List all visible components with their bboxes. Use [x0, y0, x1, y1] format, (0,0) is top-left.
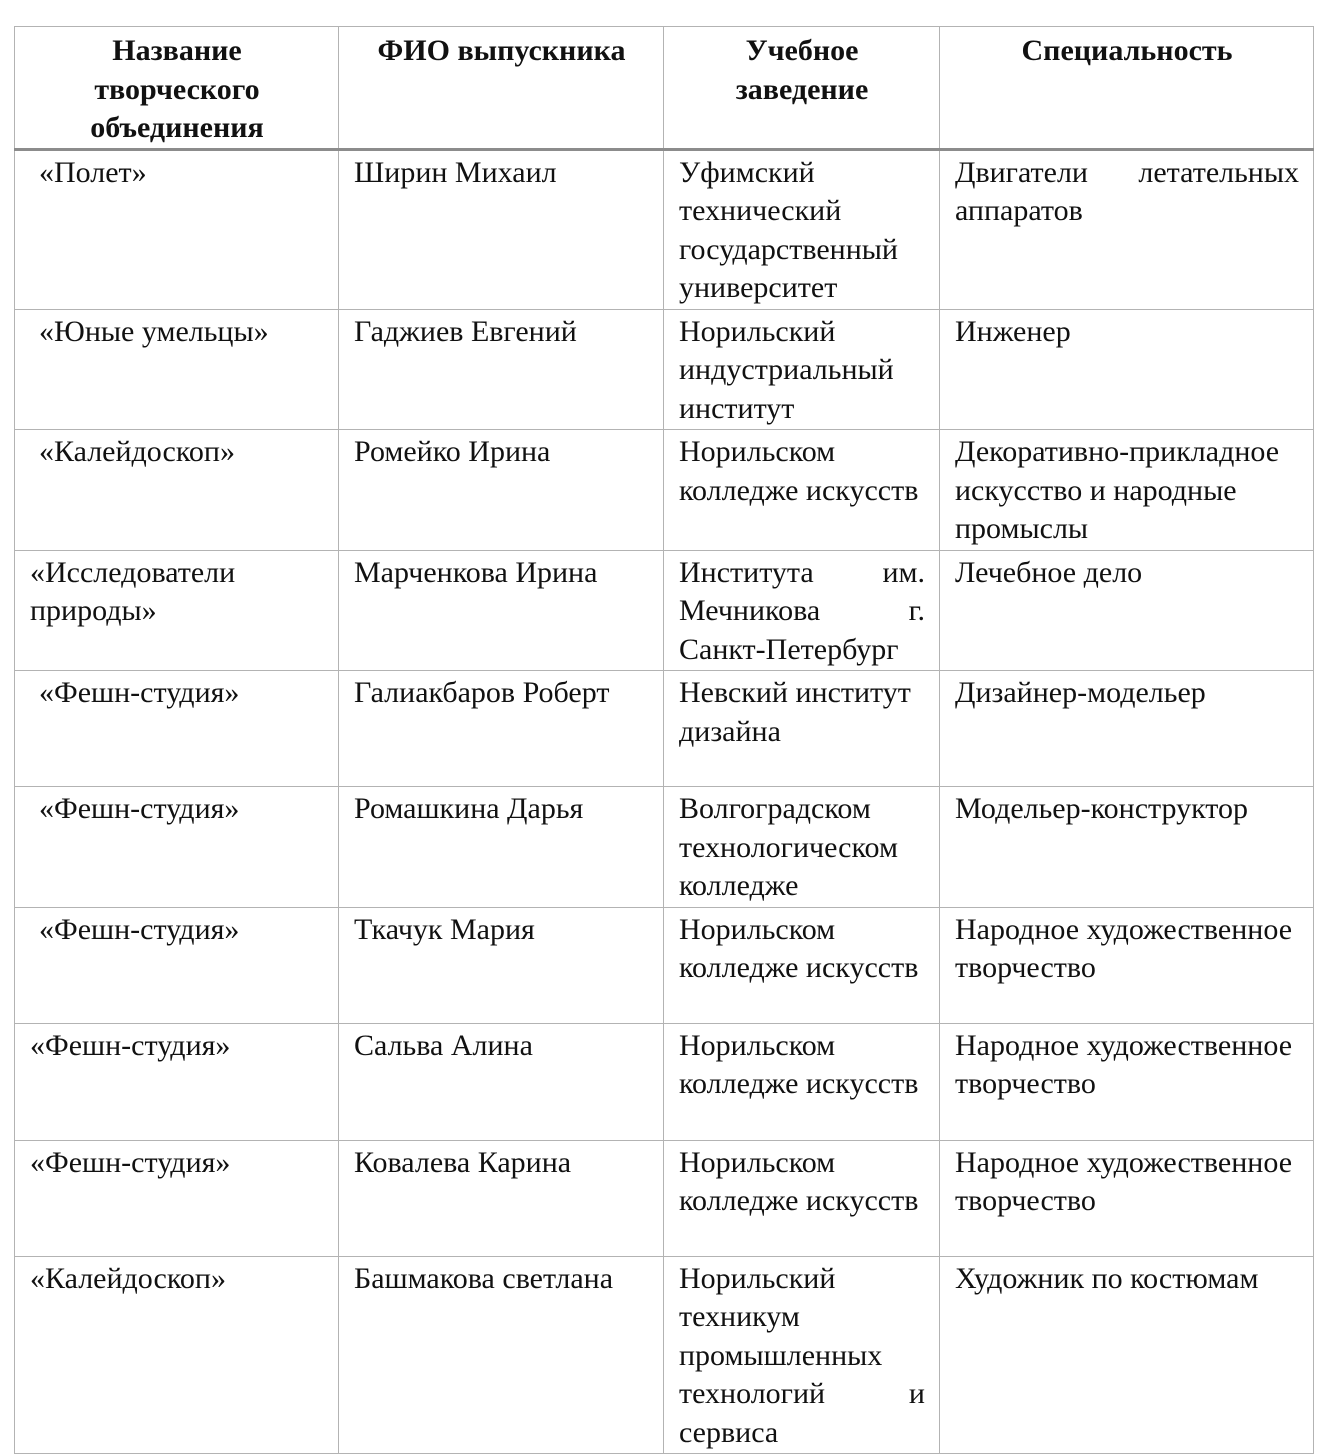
table-row [15, 1023, 1314, 1140]
specialty-cell: Дизайнер-модельер [940, 671, 1314, 787]
group-cell: «Фешн-студия» [15, 671, 339, 787]
name-cell: Ковалева Карина [339, 1140, 664, 1256]
specialty-cell: Народное художественное творчество [940, 1140, 1314, 1256]
name-cell: Ширин Михаил [339, 149, 664, 309]
table-row [15, 430, 1314, 551]
group-cell: «Калейдоскоп» [15, 430, 339, 551]
institution-cell: Уфимский технический государственный университет [664, 149, 940, 309]
name-cell: Сальва Алина [339, 1023, 664, 1140]
table-row [15, 550, 1314, 671]
specialty-cell: Народное художественное творчество [940, 907, 1314, 1023]
table-row [15, 787, 1314, 908]
institution-cell: Норильский техникум промышленных технологий и сервиса [664, 1256, 940, 1454]
group-cell: «Юные умельцы» [15, 309, 339, 430]
specialty-cell: Декоративно-прикладное искусство и народные промыслы [940, 430, 1314, 551]
institution-cell: Норильский индустриальный институт [664, 309, 940, 430]
group-cell: «Полет» [15, 149, 339, 309]
group-cell: «Фешн-студия» [15, 1023, 339, 1140]
table-row [15, 149, 1314, 309]
specialty-cell: Лечебное дело [940, 550, 1314, 671]
header-institution: Учебное заведение [664, 27, 940, 150]
group-cell: «Фешн-студия» [15, 907, 339, 1023]
specialty-cell: Народное художественное творчество [940, 1023, 1314, 1140]
institution-cell: Норильском колледже искусств [664, 1023, 940, 1140]
table-row [15, 1140, 1314, 1256]
group-cell: «Калейдоскоп» [15, 1256, 339, 1454]
group-cell: «Исследователи природы» [15, 550, 339, 671]
table-body [15, 149, 1314, 1454]
institution-cell: Норильском колледже искусств [664, 907, 940, 1023]
graduates-table [14, 26, 1314, 1454]
institution-cell: Норильском колледже искусств [664, 1140, 940, 1256]
group-cell: «Фешн-студия» [15, 787, 339, 908]
header-name: ФИО выпускника [339, 27, 664, 150]
header-row [15, 27, 1314, 150]
table-row [15, 1256, 1314, 1454]
specialty-cell: Художник по костюмам [940, 1256, 1314, 1454]
specialty-cell: Инженер [940, 309, 1314, 430]
name-cell: Башмакова светлана [339, 1256, 664, 1454]
header-group: Название творческого объединения [15, 27, 339, 150]
table-row [15, 309, 1314, 430]
table-header [15, 27, 1314, 150]
institution-cell: Невский институт дизайна [664, 671, 940, 787]
name-cell: Марченкова Ирина [339, 550, 664, 671]
group-cell: «Фешн-студия» [15, 1140, 339, 1256]
header-specialty: Специальность [940, 27, 1314, 150]
institution-cell: Института им. Мечникова г. Санкт-Петербург [664, 550, 940, 671]
institution-cell: Норильском колледже искусств [664, 430, 940, 551]
name-cell: Ткачук Мария [339, 907, 664, 1023]
name-cell: Гаджиев Евгений [339, 309, 664, 430]
institution-cell: Волгоградском технологическом колледже [664, 787, 940, 908]
specialty-cell: Модельер-конструктор [940, 787, 1314, 908]
table-row [15, 671, 1314, 787]
name-cell: Ромейко Ирина [339, 430, 664, 551]
specialty-cell: Двигатели летательных аппаратов [940, 149, 1314, 309]
name-cell: Ромашкина Дарья [339, 787, 664, 908]
table-row [15, 907, 1314, 1023]
name-cell: Галиакбаров Роберт [339, 671, 664, 787]
